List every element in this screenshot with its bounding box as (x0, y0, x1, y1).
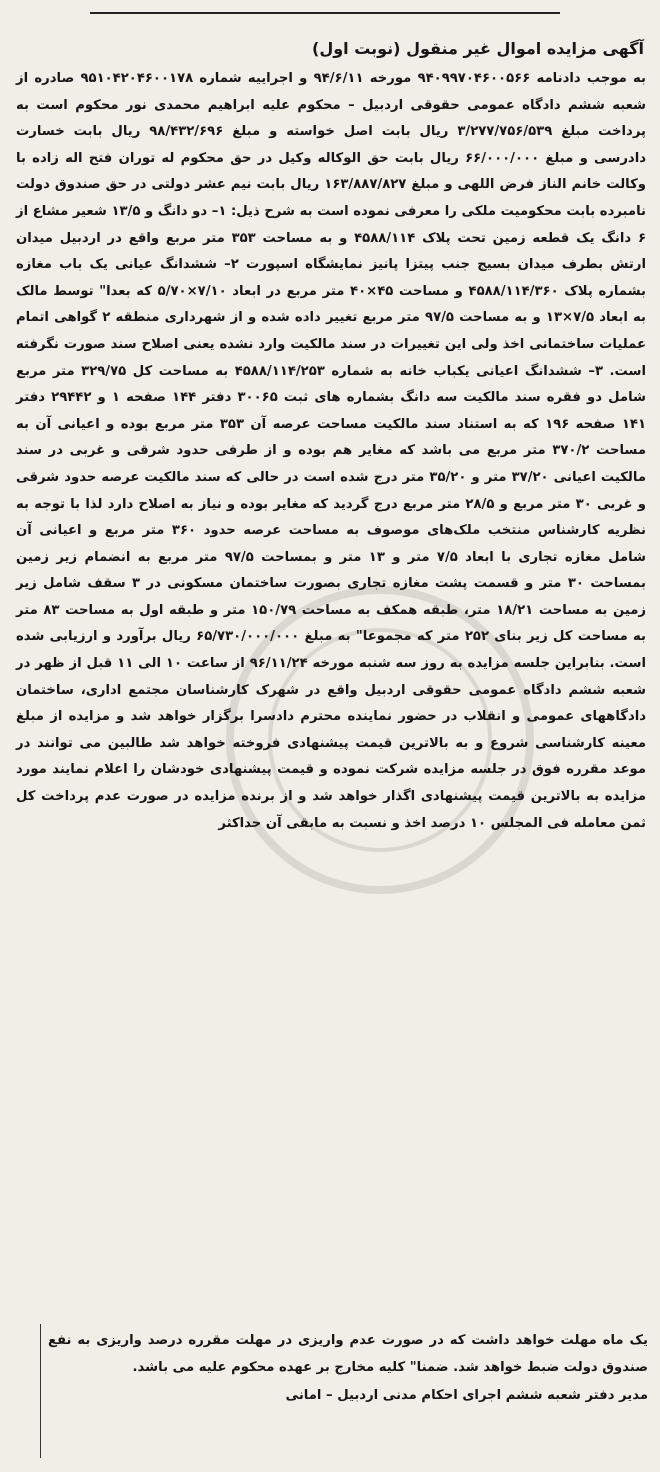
top-rule (90, 12, 560, 14)
auction-notice (16, 36, 646, 837)
notice-continuation (48, 1328, 648, 1410)
column-divider (40, 1324, 41, 1458)
notice-body-continued: یک ماه مهلت خواهد داشت که در صورت عدم واریزی در مهلت مقرره درصد واریزی به نفع صندوق دولت ضبط خواهد شد. ضمنا" کلیه مخارج بر عهده محکوم علیه می باشد. (48, 1333, 648, 1375)
notice-title: آگهی مزایده اموال غیر منقول (نوبت اول) (312, 39, 644, 58)
notice-body: به موجب دادنامه ۹۴۰۹۹۷۰۴۶۰۰۵۶۶ مورخه ۹۴/۶/۱۱ و اجراییه شماره ۹۵۱۰۴۲۰۴۶۰۰۱۷۸ صادره از شعبه ششم دادگاه عمومی حقوقی اردبیل – محکوم علیه ابراهیم محمدی نور محکوم است به پرداخت مبلغ ۳/۲۷۷/۷۵۶/۵۳۹ ریال بابت اصل خواسته و مبلغ ۹۸/۴۳۲/۶۹۶ ریال بابت خسارت دادرسی و مبلغ ۶۶/۰۰۰/۰۰۰ ریال بابت حق الوکاله وکیل در حق محکوم له توران فتح اله زاده با وکالت خانم الناز فرض اللهی و مبلغ ۱۶۳/۸۸۷/۸۲۷ ریال بابت نیم عشر دولتی در حق صندوق دولت نامبرده بابت محکومیت ملکی را معرفی نموده است به شرح ذیل: ۱– دو دانگ و ۱۳/۵ شعیر مشاع از ۶ دانگ یک قطعه زمین تحت پلاک ۴۵۸۸/۱۱۴ و به مساحت ۳۵۳ متر مربع واقع در اردبیل میدان ارتش بطرف میدان بسیج جنب پیتزا پانیز نمایشگاه اسپورت ۲– ششدانگ عیانی یک باب مغازه بشماره پلاک ۴۵۸۸/۱۱۴/۳۶۰ و مساحت ۴۵×۴۰ متر مربع در ابعاد ۷/۱۰×۵/۷۰ که بعدا" توسط مالک به ابعاد ۷/۵×۱۳ و به مساحت ۹۷/۵ متر مربع تغییر داده شده و از شهرداری منطقه ۲ گواهی اتمام عملیات ساختمانی اخذ ولی این تغییرات در سند مالکیت وارد نشده یعنی اصلاح سند صورت نگرفته است. ۳– ششدانگ اعیانی یکباب خانه به شماره ۴۵۸۸/۱۱۴/۲۵۳ به مساحت کل ۳۲۹/۷۵ متر مربع شامل دو فقره سند مالکیت سه دانگ بشماره های ثبت ۳۰۰۶۵ دفتر ۱۴۴ صفحه ۱ و ۲۹۴۴۲ دفتر ۱۴۱ صفحه ۱۹۶ که به استناد سند مالکیت مساحت عرصه آن ۳۵۳ متر مربع بوده و اعیانی آن به مساحت ۳۷۰/۲ متر مربع می باشد که مغایر هم بوده و از طرفی حدود شرقی و غربی در سند مالکیت اعیانی ۳۷/۲۰ متر و ۳۵/۲۰ متر درج شده است در حالی که سند مالکیت عرصه حدود شرقی و غربی ۳۰ متر مربع و ۲۸/۵ متر مربع درج گردید که مغایر بوده و نیاز به اصلاح دارد لذا با توجه به نظریه کارشناس منتخب ملک‌های موصوف به مساحت عرصه حدود ۳۶۰ متر مربع و اعیانی آن شامل مغازه تجاری با ابعاد ۷/۵ متر و ۱۳ متر و بمساحت ۹۷/۵ متر مربع به انضمام زیر زمین بمساحت ۳۰ متر و قسمت پشت مغازه تجاری بصورت ساختمان مسکونی در ۳ سقف شامل زیر زمین به مساحت ۱۸/۲۱ متر، طبقه همکف به مساحت ۱۵۰/۷۹ متر و طبقه اول به مساحت ۸۳ متر به مساحت کل زیر بنای ۲۵۲ متر که مجموعا" به مبلغ ۶۵/۷۳۰/۰۰۰/۰۰۰ ریال برآورد و ارزیابی شده است. بنابراین جلسه مزایده به روز سه شنبه مورخه ۹۶/۱۱/۲۴ از ساعت ۱۰ الی ۱۱ قبل از ظهر در شعبه ششم دادگاه عمومی حقوقی اردبیل واقع در شهرک کارشناسان مجتمع اداری، ساختمان دادگاههای عمومی و انقلاب در حضور نماینده محترم دادسرا برگزار خواهد شد و مزایده از مبلغ معینه کارشناسی شروع و به بالاترین قیمت پیشنهادی فروخته خواهد شد طالبین می توانند در موعد مقرره فوق در جلسه مزایده شرکت نموده و قیمت پیشنهادی خودشان را اعلام نمایند مورد مزایده به بالاترین قیمت پیشنهادی اگذار خواهد شد و از برنده مزایده در صورت عدم پرداخت کل ثمن معامله فی المجلس ۱۰ درصد اخذ و نسبت به مابقی آن حداکثر (16, 71, 647, 831)
notice-signature: مدیر دفتر شعبه ششم اجرای احکام مدنی اردبیل – امانی (285, 1388, 648, 1404)
